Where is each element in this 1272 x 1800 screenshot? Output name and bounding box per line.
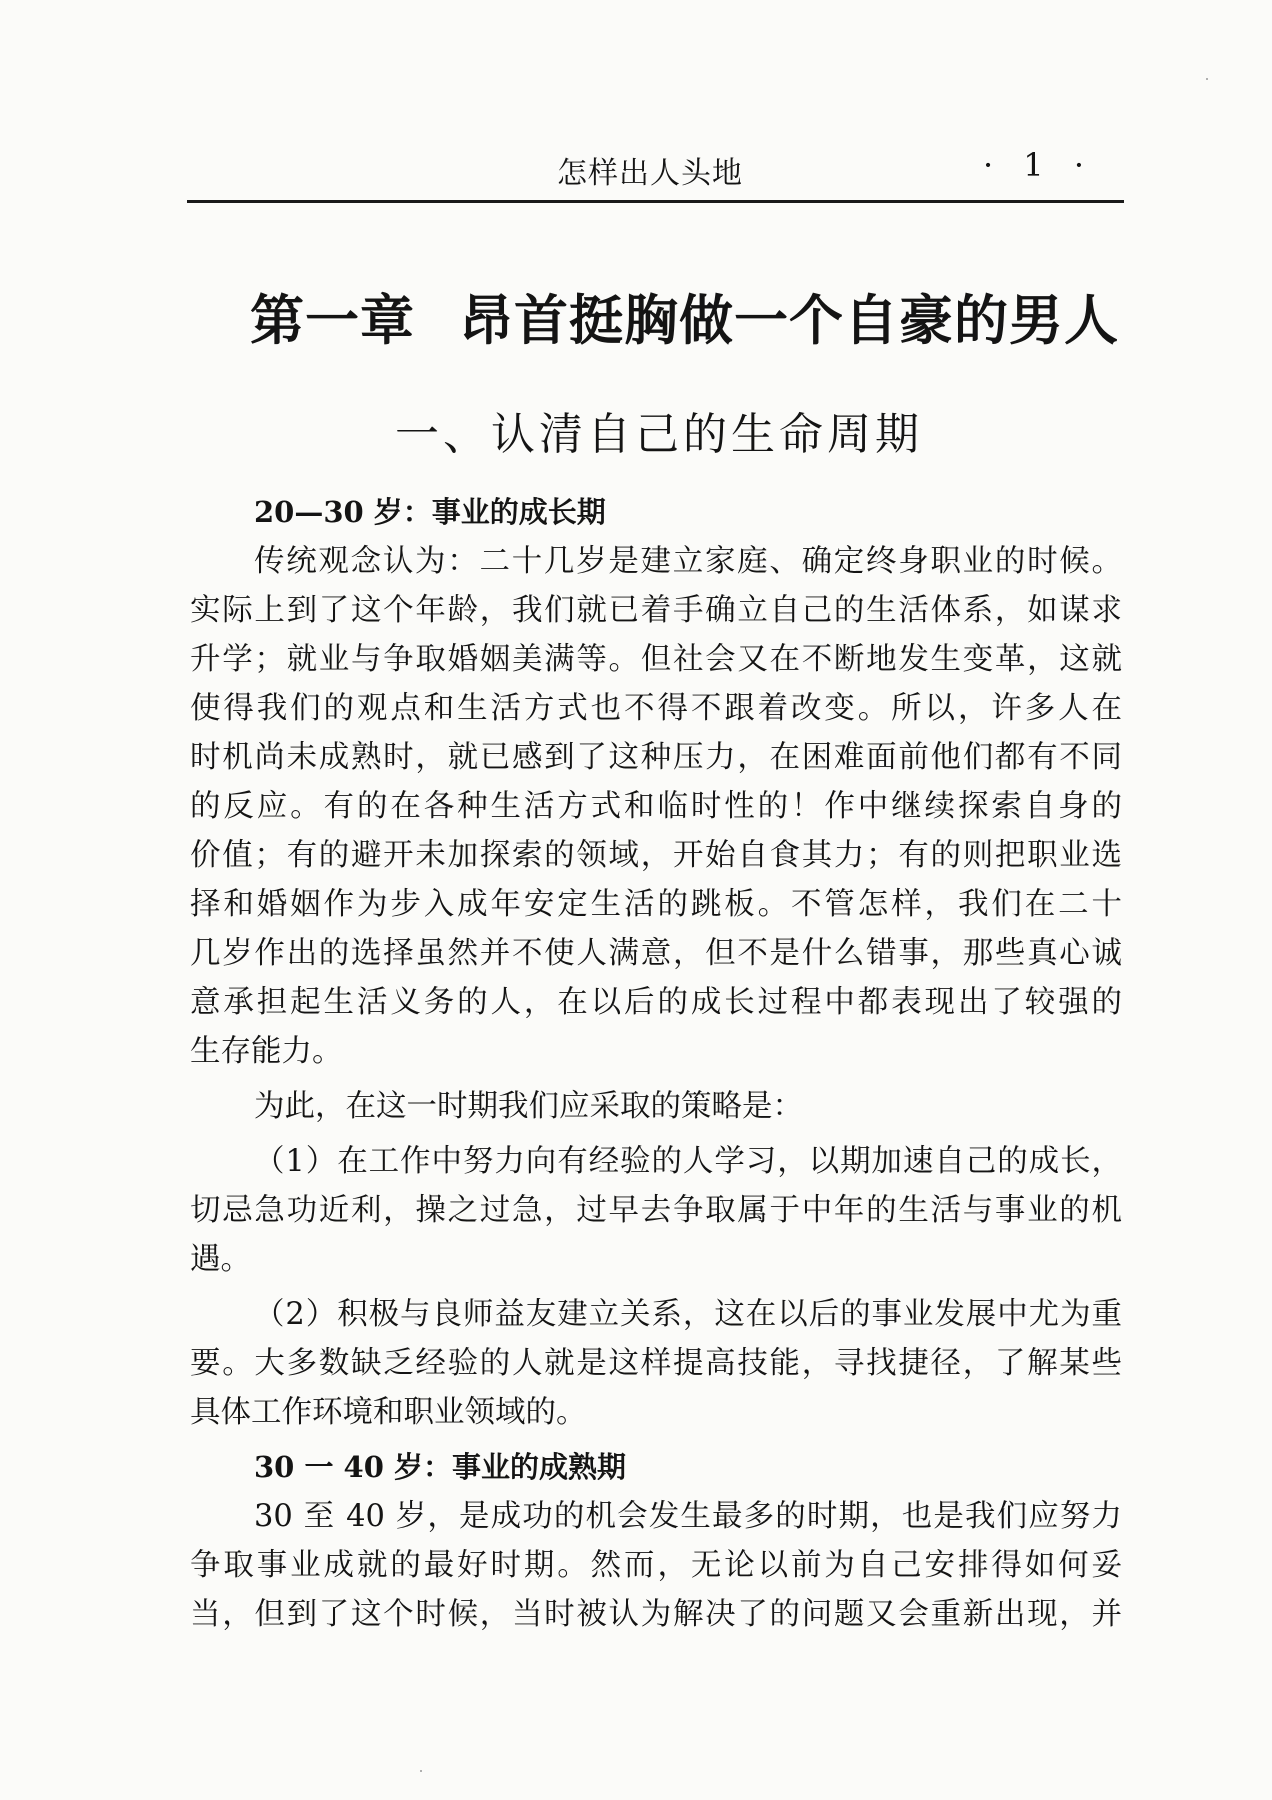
paragraph-line: 为此，在这一时期我们应采取的策略是： xyxy=(254,1089,803,1124)
subsection-heading-30-40: 30 一 40 岁：事业的成熟期 xyxy=(254,1450,627,1484)
running-header xyxy=(187,140,1124,196)
chapter-name: 昂首挺胸做一个自豪的男人 xyxy=(459,288,1119,352)
paragraph-line: 几岁作出的选择虽然并不使人满意，但不是什么错事，那些真心诚 xyxy=(190,936,1122,971)
paragraph-line: 实际上到了这个年龄，我们就已着手确立自己的生活体系，如谋求 xyxy=(190,593,1122,628)
paragraph-line: 意承担起生活义务的人，在以后的成长过程中都表现出了较强的 xyxy=(190,985,1122,1020)
section-title: 一、认清自己的生命周期 xyxy=(395,409,923,460)
paragraph-line: 的反应。有的在各种生活方式和临时性的！作中继续探索自身的 xyxy=(190,789,1122,824)
paragraph-line: 遇。 xyxy=(190,1242,251,1277)
paragraph-line: 30 至 40 岁，是成功的机会发生最多的时期，也是我们应努力 xyxy=(254,1499,1122,1534)
paragraph-line: 具体工作环境和职业领域的。 xyxy=(190,1395,587,1430)
paragraph-line: （1）在工作中努力向有经验的人学习，以期加速自己的成长， xyxy=(254,1144,1122,1179)
scan-speck xyxy=(420,1770,422,1772)
paragraph-line: 升学；就业与争取婚姻美满等。但社会又在不断地发生变革，这就 xyxy=(190,642,1122,677)
paragraph-line: 切忌急功近利，操之过急，过早去争取属于中年的生活与事业的机 xyxy=(190,1193,1122,1228)
scan-speck xyxy=(1206,78,1208,80)
paragraph-line: 生存能力。 xyxy=(190,1034,343,1069)
paragraph-line: 时机尚未成熟时，就已感到了这种压力，在困难面前他们都有不同 xyxy=(190,740,1122,775)
paragraph-line: 价值；有的避开未加探索的领域，开始自食其力；有的则把职业选 xyxy=(190,838,1122,873)
subsection-heading-20-30: 20—30 岁：事业的成长期 xyxy=(254,495,606,529)
paragraph-line: 争取事业成就的最好时期。然而，无论以前为自己安排得如何妥 xyxy=(190,1548,1122,1583)
chapter-title xyxy=(250,278,1119,355)
running-title: 怎样出人头地 xyxy=(557,156,743,191)
paragraph-line: 当，但到了这个时候，当时被认为解决了的问题又会重新出现，并 xyxy=(190,1597,1122,1632)
paragraph-line: 传统观念认为：二十几岁是建立家庭、确定终身职业的时候。 xyxy=(254,544,1122,579)
paragraph-line: 择和婚姻作为步入成年安定生活的跳板。不管怎样，我们在二十 xyxy=(190,887,1122,922)
paragraph-line: 使得我们的观点和生活方式也不得不跟着改变。所以，许多人在 xyxy=(190,691,1122,726)
chapter-number: 第一章 xyxy=(250,288,415,352)
paragraph-line: 要。大多数缺乏经验的人就是这样提高技能，寻找捷径，了解某些 xyxy=(190,1346,1122,1381)
paragraph-line: （2）积极与良师益友建立关系，这在以后的事业发展中尤为重 xyxy=(254,1297,1122,1332)
page-number: · 1 · xyxy=(982,146,1094,184)
body-text xyxy=(190,488,1122,1639)
header-rule xyxy=(187,200,1124,203)
